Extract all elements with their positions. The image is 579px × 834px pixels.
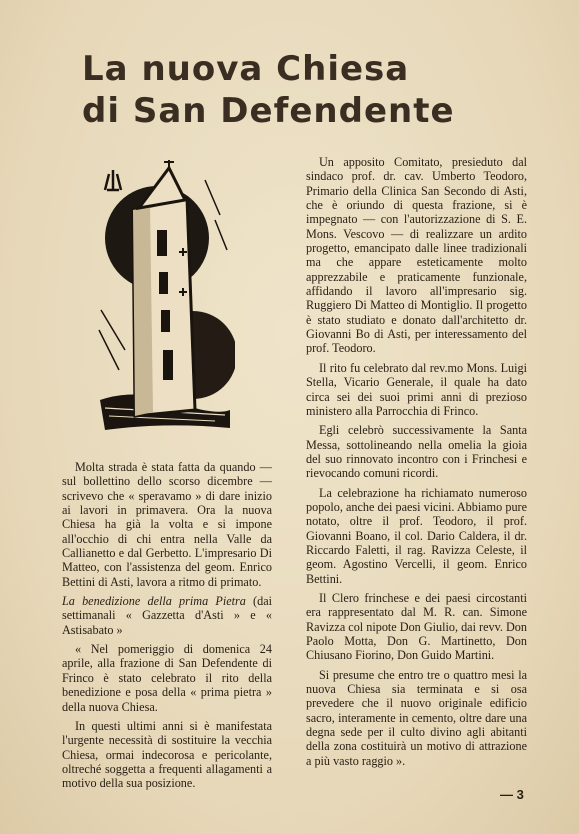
church-woodcut-icon [95,160,235,445]
section-heading [62,594,272,637]
title-line-1: La nuova Chiesa [82,49,410,89]
heading-source: (dai settimanali « Gazzetta d'Asti » e « Astisabato » [62,594,272,637]
article-title [82,48,552,132]
paragraph: Si presume che entro tre o quattro mesi la nuova Chiesa sia terminata e si osa prevedere che il nuovo originale edificio sacro, interamente in cemento, oltre dare una degna sede per il culto divino agli abitanti della zona costituirà un motivo di attrazione a più vasto raggio ». [306,667,527,768]
paragraph: Il Clero frinchese e dei paesi circostanti era rappresentato dal M. R. can. Simone Ravizza col nipote Don Giulio, dai revv. Don Paolo Motta, Don G. Martinetto, Don Chiusano Fiorino, Don Guido Martini. [306,590,527,663]
paragraph: In questi ultimi anni si è manifestata l'urgente necessità di sostituire la vecchia Chiesa, ormai indecorosa e pericolante, oltreché soggetta a frequenti allagamenti a motivo della sua posizione. [62,718,272,791]
paragraph: Il rito fu celebrato dal rev.mo Mons. Luigi Stella, Vicario Generale, il quale ha dato circa sei dei suoi primi anni di prezioso ministero alla Parrocchia di Frinco. [306,360,527,418]
title-line-2: di San Defendente [82,91,455,131]
page-number: — 3 [500,787,524,802]
left-column [62,460,272,796]
paragraph: Un apposito Comitato, presieduto dal sindaco prof. dr. cav. Umberto Teodoro, Primario della Clinica San Secondo di Asti, che è oriundo di questa frazione, si è impegnato — con l'autorizzazione di S. E. Mons. Vescovo — di realizzare un ardito progetto, emancipato dalle linee tradizionali ma che appare esteticamente molto apprezzabile e praticamente funzionale, affidando il lavoro all'impresario sig. Ruggiero Di Matteo di Montiglio. Il progetto è stato studiato e donato dall'architetto dr. Giovanni Bo di Asti, per interessamento del prof. Teodoro. [306,155,527,356]
right-column [306,155,527,773]
paragraph: Molta strada è stata fatta da quando — sul bollettino dello scorso dicembre — scrivevo che « speravamo » di dare inizio ai lavori in primavera. Ora la nuova Chiesa ha già la volta e si impone all'occhio di chi entra nella Valle da Callianetto e dal Gerbetto. L'impresario Di Matteo, con l'assistenza del geom. Enrico Bettini di Asti, lavora a ritmo di primato. [62,460,272,589]
paragraph: « Nel pomeriggio di domenica 24 aprile, alla frazione di San Defendente di Frinco è stato celebrato il rito della benedizione e posa della « prima pietra » della nuova Chiesa. [62,642,272,714]
paragraph: La celebrazione ha richiamato numeroso popolo, anche dei paesi vicini. Abbiamo pure notato, oltre il prof. Teodoro, il prof. Giovanni Boano, il col. Dario Caldera, il dr. Riccardo Faletti, il rag. Ravizza Celeste, il geom. Agostino Vercelli, il geom. Enrico Bettini. [306,485,527,586]
heading-italic: La benedizione della prima Pietra [62,594,246,609]
paragraph: Egli celebrò successivamente la Santa Messa, sottolineando nella omelia la gioia del suo rinnovato incontro con i Frinchesi e rievocando comuni ricordi. [306,423,527,481]
